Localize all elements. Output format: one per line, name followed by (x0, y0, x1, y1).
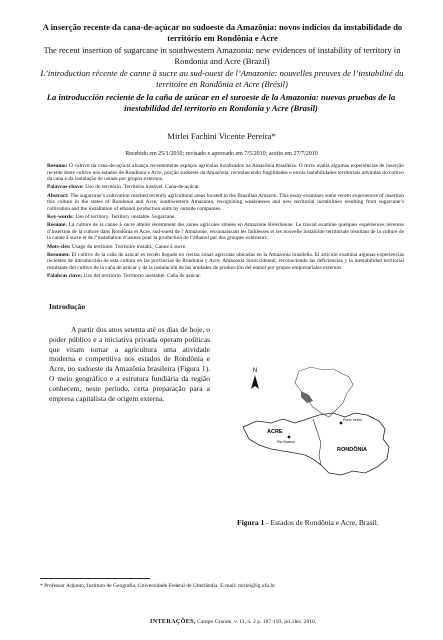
states-outline (243, 413, 389, 475)
resume-label: Résumé: (47, 222, 68, 229)
abstract-label: Abstract: (47, 192, 69, 199)
rio-branco-marker (288, 436, 291, 439)
author-footnote: * Professor Adjunto, Instituto de Geografia, Universidade Federal de Uberlândia. E-mail: mirlei@ig.ufu.br (40, 583, 276, 589)
abstract-text: The sugarcane’s cultivation reached recently agricultural areas located in the Brazilian Amazon. This essay examines some recent experiences of insertion this culture in the states of Rondonia and Acre, southwestern Amazonia, recognizing weaknesses and new territorial instabilities resulting from sugarcane’s cultivation and the installation of ethanol production units by outside companies. (47, 192, 404, 212)
section-heading-introducao: Introdução (49, 302, 86, 311)
inset-highlight (301, 391, 313, 403)
palavras-chave-line (47, 184, 404, 191)
title-french: L’introduction récente de canne à sucre au sud-ouest de l’Amazonie: nouvelles preuves de l’instabilité du territoire en Rondônia et Acre (Brésil) (40, 68, 404, 89)
map-label-porto-velho: Porto Velho (343, 418, 362, 422)
keywords-label: Key-words: (47, 213, 74, 220)
north-arrow-icon (251, 368, 259, 389)
figure-1-caption (237, 518, 415, 528)
journal-name: INTERAÇÕES, (150, 618, 196, 625)
title-portuguese: A inserção recente da cana-de-açúcar no sudoeste da Amazônia: novos indícios da instabilidade do território em Rondônia e Acre (42, 22, 403, 43)
author-name: Mirlei Fachini Vicente Pereira* (167, 131, 276, 141)
resumen-paragraph (47, 252, 404, 272)
map-svg (237, 363, 410, 483)
palavras-chave-text: Uso do território. Território instável. Cana-de-açúcar. (85, 184, 200, 191)
resume-paragraph (47, 222, 404, 242)
figure-label: Figura 1 - (237, 518, 269, 527)
figure-caption-text: Estados de Rondônia e Acre, Brasil. (270, 518, 379, 527)
keywords-text: Use of territory. Territory unstable. Sugarcane. (75, 213, 176, 220)
resumo-label: Resumo: (47, 163, 68, 169)
state-divider (313, 419, 321, 465)
porto-velho-marker (340, 422, 343, 425)
resumen-label: Resumen: (47, 251, 71, 258)
north-letter: N (252, 368, 258, 374)
intro-body (49, 325, 210, 403)
abstracts-block (47, 163, 404, 280)
resumo-text: O cultivo da cana-de-açúcar alcança recentemente espaços agrícolas localizados na Amazônia brasileira. O texto avalia algumas experiências de inserção recente deste cultivo nos estados de Rondônia e Acre, porção sudoeste da Amazônia, reconhecendo fragilidades e novas instabilidades territoriais advindas do cultivo da cana e da instalação de usinas por grupos externos. (47, 163, 404, 183)
palabras-clave-line (47, 273, 404, 280)
keywords-line (47, 214, 404, 221)
title-english: The recent insertion of sugarcane in southwestern Amazonia: new evidences of instability of territory in Rondonia and Acre (Brazil) (43, 45, 401, 66)
palabras-clave-label: Palabras clave: (47, 273, 83, 280)
palabras-clave-text: Uso del territorio. Territorio inestable. Caña de azúcar. (83, 273, 202, 280)
map-label-rio-branco: Rio Branco (277, 440, 295, 444)
mots-cles-text: Usage du territoire. Territoire instabl., Canne à sucre. (72, 243, 187, 250)
brazil-inset-outline (295, 367, 353, 417)
journal-volume: Campo Grande, v. 11, n. 2 p. 187-193, jul./dez. 2010. (197, 619, 317, 625)
mots-cles-line (47, 244, 404, 251)
resumo-paragraph (47, 163, 404, 183)
received-dates: Recebido em 25/1/2010; revisado e aprovado em 7/5/2010; aceito em 27/7/2010 (125, 151, 318, 157)
abstract-paragraph (47, 193, 404, 213)
figure-1-map (237, 363, 410, 483)
intro-paragraph: A partir dos anos setenta até os dias de hoje, o poder público e a iniciativa privada operam políticas que visam tornar a agricultura uma atividade moderna e competitiva nos estados de Rondônia e Acre, no sudoeste da Amazônia brasileira (Figura 1). O meio geográfico e a estrutura fundiária da região conhecem, neste período, certa preparação para a empresa capitalista de origem externa. (49, 325, 210, 403)
palavras-chave-label: Palavras-chave: (47, 184, 84, 191)
mots-cles-label: Mots-clés: (47, 243, 71, 250)
map-label-acre: ACRE (267, 429, 283, 435)
resume-text: La culture de la canne à sucre atteint récemment des zones agricoles situées en Amazonie Brésilienne. Le travail examine quelques expériences récentes d’insertion de la culture dans Rondônia et Acre, sud-ouest de l’Amazonie, reconnaissant les faiblesses et les nouvelle instabilité territoriale résultant de la culture de la canne à sucre et de l’installation d’usines pour la production de l’éthanol par des groupes extérieurs. (47, 222, 404, 242)
map-label-rondonia: RONDÔNIA (337, 447, 367, 453)
journal-citation (150, 618, 420, 625)
title-spanish: La introducción reciente de la caña de azúcar en el suroeste de la Amazonia: nuevas pruebas de la inestabilidad del territorio en Rondonia y Acre (Brasil) (46, 92, 396, 113)
footnote-rule (40, 578, 150, 579)
resumen-text: El cultivo de la caña de azúcar es recién llegado en ciertas zonas agrícolas ubicadas en la Amazonia brasileña. El artículo examina algunas experiencias recientes de introducción de esta cultura en las provincias de Rondonia y Acre, Amazonia Suroccidental, reconociendo las deficiencias y la inestabilidad territorial resultante del cultivo de la caña de azúcar y de la instalación de las unidades de producción del etanol por grupos empresariales externos. (47, 251, 404, 271)
